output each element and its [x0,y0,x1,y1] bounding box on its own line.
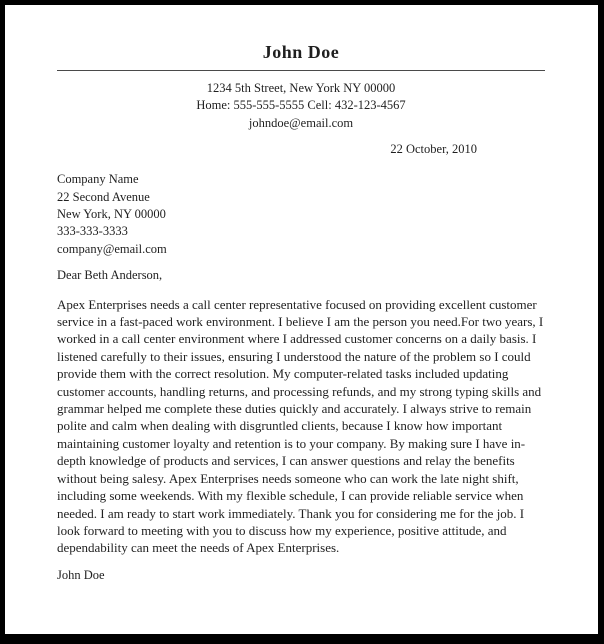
contact-address: 1234 5th Street, New York NY 00000 [206,81,396,95]
letter-date: 22 October, 2010 [390,141,477,156]
recipient-block [57,171,545,258]
page-title: John Doe [262,42,340,62]
recipient-phone: 333-333-3333 [57,224,128,239]
salutation: Dear Beth Anderson, [57,268,163,283]
signature: John Doe [57,567,105,582]
recipient-street: 22 Second Avenue [57,189,150,204]
contact-email: johndoe@email.com [248,115,354,130]
recipient-email: company@email.com [57,241,167,256]
letter-body: Apex Enterprises needs a call center representative focused on providing excellent customer service in a fast-paced work environment. I believe I am the person you need.For two years, I worked in a call center environment where I addressed customer concerns on a daily basis. I listened carefully to their issues, ensuring I understood the nature of the problem so I could provide them with the correct resolution. My computer-related tasks included updating customer accounts, handling returns, and processing refunds, and my strong typing skills and grammar helped me complete these duties quickly and accurately. I always strive to remain polite and calm when dealing with disgruntled clients, because I know how important maintaining customer loyalty and retention is to your company. By making sure I have in-depth knowledge of products and services, I can answer questions and relay the benefits without being salesy. Apex Enterprises needs someone who can work the late night shift, including some weekends. With my flexible schedule, I can provide reliable service when needed. I am ready to start work immediately. Thank you for considering me for the job. I look forward to meeting with you to discuss how my experience, positive attitude, and dependability can meet the needs of Apex Enterprises. [57,296,544,556]
recipient-city: New York, NY 00000 [57,207,166,221]
contact-phones: Home: 555-555-5555 Cell: 432-123-4567 [196,98,406,113]
header-divider [57,70,545,71]
recipient-company: Company Name [57,172,139,187]
contact-block [57,80,545,132]
